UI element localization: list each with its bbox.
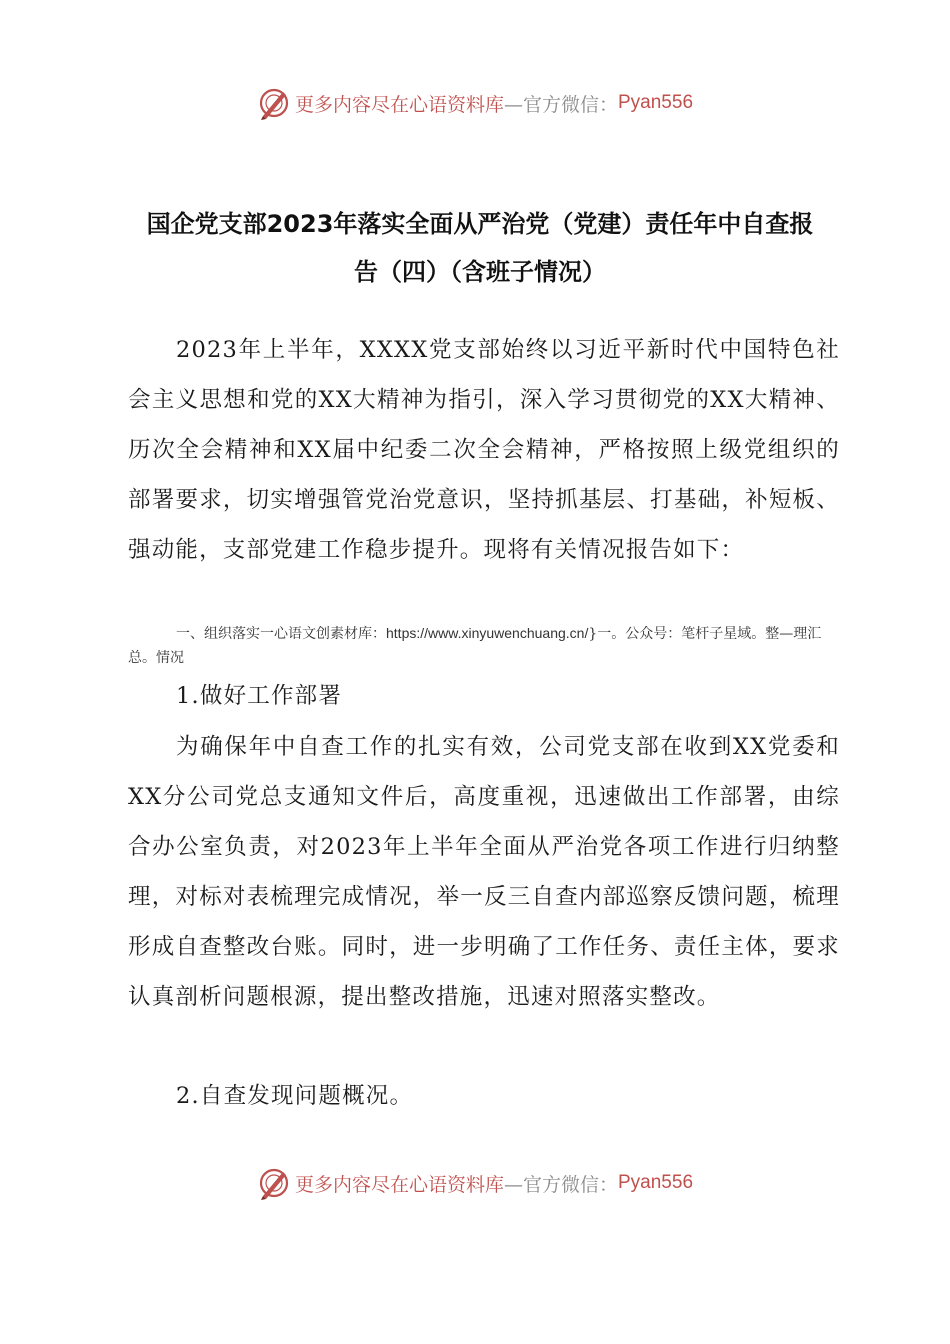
banner-main-text: 更多内容尽在心语资料库 <box>294 1173 504 1196</box>
inserted-note <box>128 621 840 670</box>
title-line-1: 国企党支部2023年落实全面从严治党（党建）责任年中自查报 <box>146 210 814 238</box>
note-url: https://www.xinyuwenchuang.cn/ <box>386 625 589 641</box>
document-title <box>128 200 832 296</box>
banner-wechat-id: Pyan556 <box>618 92 694 113</box>
pen-logo-icon <box>257 86 291 120</box>
banner-wechat-id: Pyan556 <box>618 1172 694 1193</box>
banner-main-text: 更多内容尽在心语资料库 <box>294 93 504 116</box>
note-suffix: }一。公众号：笔杆子星域。整—理汇总。情况 <box>128 626 822 666</box>
note-prefix: 一、组织落实一心语文创素材库： <box>176 626 386 642</box>
banner-sub-text: —官方微信： <box>503 1173 618 1196</box>
section-heading-2: 2.自查发现问题概况。 <box>176 1083 414 1109</box>
pen-logo-icon <box>257 1166 291 1200</box>
title-line-2: 告（四）（含班子情况） <box>354 258 606 286</box>
banner-sub-text: —官方微信： <box>503 93 618 116</box>
footer-watermark-banner <box>0 1163 950 1203</box>
intro-paragraph: 2023年上半年，XXXX党支部始终以习近平新时代中国特色社会主义思想和党的XX大精神为指引，深入学习贯彻党的XX大精神、历次全会精神和XX届中纪委二次全会精神，严格按照上级党组织的部署要求，切实增强管党治党意识，坚持抓基层、打基础，补短板、强动能，支部党建工作稳步提升。现将有关情况报告如下： <box>128 337 840 563</box>
header-watermark-banner <box>0 83 950 123</box>
section-heading-1: 1.做好工作部署 <box>176 683 343 709</box>
work-deployment-paragraph: 为确保年中自查工作的扎实有效，公司党支部在收到XX党委和XX分公司党总支通知文件后，高度重视，迅速做出工作部署，由综合办公室负责，对2023年上半年全面从严治党各项工作进行归纳整理，对标对表梳理完成情况，举一反三自查内部巡察反馈问题，梳理形成自查整改台账。同时，进一步明确了工作任务、责任主体，要求认真剖析问题根源，提出整改措施，迅速对照落实整改。 <box>128 734 840 1010</box>
